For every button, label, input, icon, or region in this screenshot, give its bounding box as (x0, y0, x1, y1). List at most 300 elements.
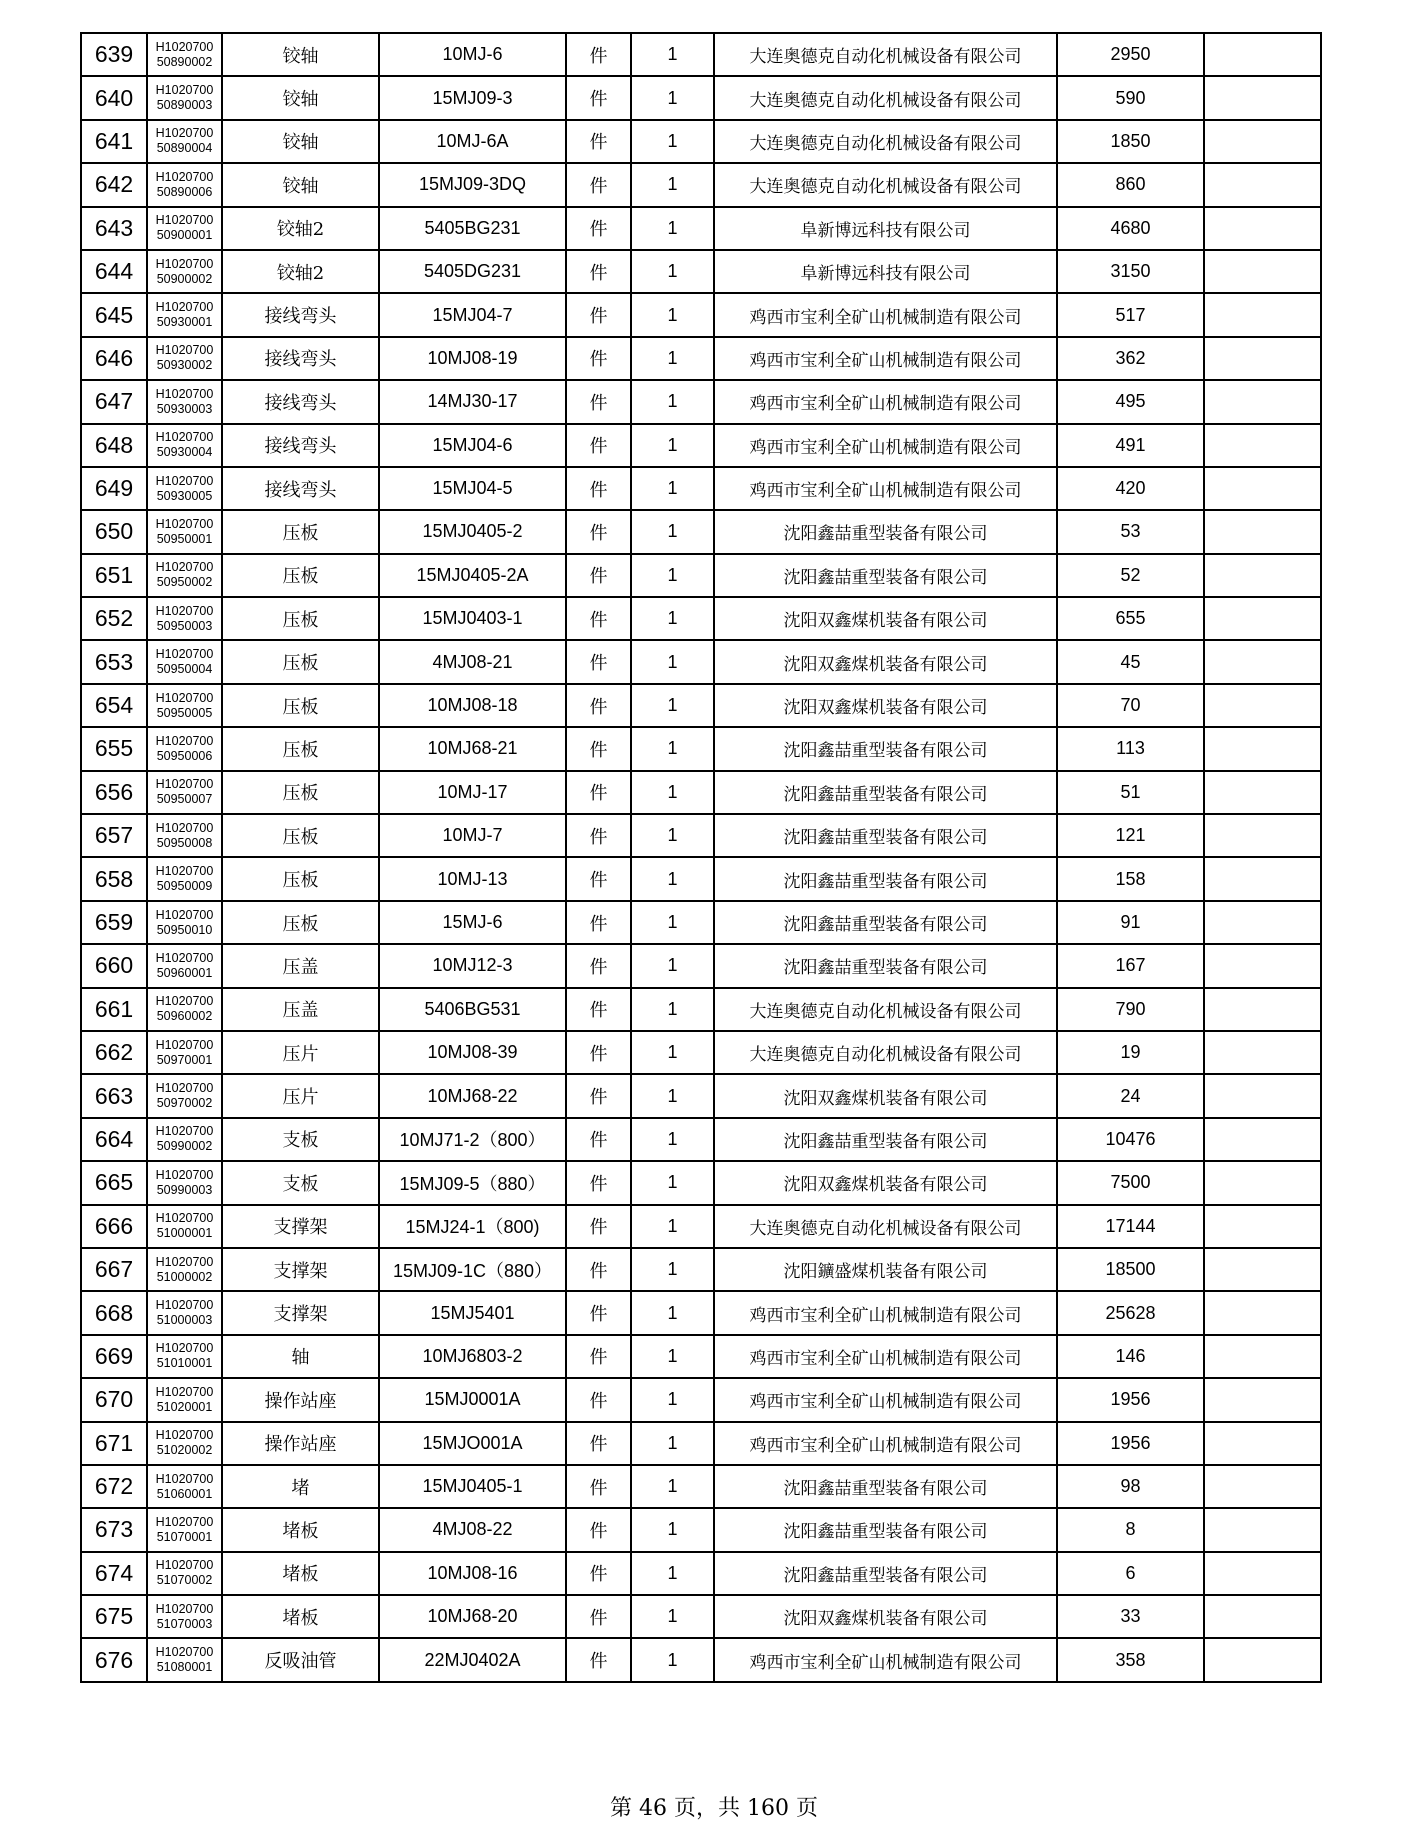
material-code-line-1: H1020700 (155, 1558, 214, 1573)
price-cell: 17144 (1057, 1205, 1204, 1248)
material-code-cell (147, 424, 222, 467)
model-number-cell: 10MJ68-21 (379, 727, 566, 770)
model-number-cell: 10MJ-6 (379, 33, 566, 76)
unit-cell: 件 (566, 684, 631, 727)
supplier-cell: 沈阳鑫喆重型装备有限公司 (714, 771, 1057, 814)
material-code-line-2: 51070003 (156, 1616, 213, 1631)
material-code-line-1: H1020700 (155, 1384, 214, 1399)
table-row (81, 510, 1321, 553)
row-number-cell: 675 (81, 1595, 147, 1638)
table-row (81, 857, 1321, 900)
material-code-cell (147, 1031, 222, 1074)
table-row (81, 467, 1321, 510)
material-code-cell (147, 988, 222, 1031)
price-cell: 91 (1057, 901, 1204, 944)
parts-price-table (80, 32, 1322, 1683)
material-code-line-1: H1020700 (155, 343, 214, 358)
quantity-cell: 1 (631, 640, 714, 683)
material-code-line-1: H1020700 (155, 1211, 214, 1226)
row-number-cell: 647 (81, 380, 147, 423)
unit-cell: 件 (566, 771, 631, 814)
material-code-line-1: H1020700 (155, 560, 214, 575)
supplier-cell: 沈阳鑫喆重型装备有限公司 (714, 727, 1057, 770)
material-code-line-1: H1020700 (155, 1124, 214, 1139)
price-cell: 51 (1057, 771, 1204, 814)
note-cell (1204, 510, 1321, 553)
model-number-cell: 15MJ04-6 (379, 424, 566, 467)
note-cell (1204, 207, 1321, 250)
part-name-cell: 压板 (222, 640, 379, 683)
price-cell: 10476 (1057, 1118, 1204, 1161)
unit-cell: 件 (566, 380, 631, 423)
row-number-cell: 674 (81, 1552, 147, 1595)
note-cell (1204, 857, 1321, 900)
table-row (81, 814, 1321, 857)
supplier-cell: 沈阳双鑫煤机装备有限公司 (714, 1595, 1057, 1638)
part-name-cell: 铰轴2 (222, 207, 379, 250)
table-row (81, 640, 1321, 683)
material-code-line-1: H1020700 (155, 1471, 214, 1486)
note-cell (1204, 424, 1321, 467)
row-number-cell: 655 (81, 727, 147, 770)
material-code-cell (147, 293, 222, 336)
price-cell: 362 (1057, 337, 1204, 380)
part-name-cell: 堵板 (222, 1508, 379, 1551)
row-number-cell: 656 (81, 771, 147, 814)
supplier-cell: 鸡西市宝利全矿山机械制造有限公司 (714, 1291, 1057, 1334)
model-number-cell: 15MJ0001A (379, 1378, 566, 1421)
part-name-cell: 压板 (222, 510, 379, 553)
part-name-cell: 操作站座 (222, 1378, 379, 1421)
supplier-cell: 阜新博远科技有限公司 (714, 207, 1057, 250)
material-code-cell (147, 163, 222, 206)
material-code-cell (147, 554, 222, 597)
price-cell: 158 (1057, 857, 1204, 900)
part-name-cell: 压片 (222, 1074, 379, 1117)
note-cell (1204, 293, 1321, 336)
note-cell (1204, 380, 1321, 423)
quantity-cell: 1 (631, 33, 714, 76)
material-code-line-2: 50950006 (156, 748, 213, 763)
part-name-cell: 接线弯头 (222, 424, 379, 467)
quantity-cell: 1 (631, 1638, 714, 1681)
price-cell: 45 (1057, 640, 1204, 683)
note-cell (1204, 597, 1321, 640)
part-name-cell: 铰轴 (222, 33, 379, 76)
price-cell: 1956 (1057, 1422, 1204, 1465)
table-row (81, 76, 1321, 119)
supplier-cell: 阜新博远科技有限公司 (714, 250, 1057, 293)
table-row (81, 33, 1321, 76)
unit-cell: 件 (566, 727, 631, 770)
unit-cell: 件 (566, 120, 631, 163)
row-number-cell: 667 (81, 1248, 147, 1291)
note-cell (1204, 1291, 1321, 1334)
note-cell (1204, 814, 1321, 857)
material-code-line-1: H1020700 (155, 690, 214, 705)
model-number-cell: 10MJ-13 (379, 857, 566, 900)
material-code-line-2: 51000002 (156, 1269, 213, 1284)
row-number-cell: 664 (81, 1118, 147, 1161)
model-number-cell: 5405DG231 (379, 250, 566, 293)
part-name-cell: 铰轴2 (222, 250, 379, 293)
supplier-cell: 沈阳鑫喆重型装备有限公司 (714, 510, 1057, 553)
quantity-cell: 1 (631, 293, 714, 336)
price-cell: 1956 (1057, 1378, 1204, 1421)
note-cell (1204, 1508, 1321, 1551)
quantity-cell: 1 (631, 814, 714, 857)
price-cell: 358 (1057, 1638, 1204, 1681)
note-cell (1204, 727, 1321, 770)
price-cell: 7500 (1057, 1161, 1204, 1204)
material-code-line-2: 51020002 (156, 1443, 213, 1458)
quantity-cell: 1 (631, 771, 714, 814)
model-number-cell: 15MJ04-7 (379, 293, 566, 336)
material-code-line-2: 50960002 (156, 1009, 213, 1024)
material-code-cell (147, 33, 222, 76)
supplier-cell: 大连奥德克自动化机械设备有限公司 (714, 120, 1057, 163)
supplier-cell: 鸡西市宝利全矿山机械制造有限公司 (714, 380, 1057, 423)
material-code-line-2: 50970001 (156, 1052, 213, 1067)
model-number-cell: 5405BG231 (379, 207, 566, 250)
material-code-line-2: 50890003 (156, 98, 213, 113)
supplier-cell: 鸡西市宝利全矿山机械制造有限公司 (714, 1335, 1057, 1378)
material-code-line-2: 50950004 (156, 662, 213, 677)
material-code-line-1: H1020700 (155, 430, 214, 445)
row-number-cell: 650 (81, 510, 147, 553)
model-number-cell: 5406BG531 (379, 988, 566, 1031)
supplier-cell: 鸡西市宝利全矿山机械制造有限公司 (714, 293, 1057, 336)
material-code-line-2: 50900002 (156, 271, 213, 286)
quantity-cell: 1 (631, 1378, 714, 1421)
row-number-cell: 659 (81, 901, 147, 944)
table-row (81, 1335, 1321, 1378)
material-code-line-1: H1020700 (155, 1298, 214, 1313)
material-code-cell (147, 1248, 222, 1291)
note-cell (1204, 1248, 1321, 1291)
part-name-cell: 铰轴 (222, 163, 379, 206)
note-cell (1204, 988, 1321, 1031)
material-code-cell (147, 1422, 222, 1465)
supplier-cell: 沈阳双鑫煤机装备有限公司 (714, 684, 1057, 727)
material-code-line-1: H1020700 (155, 473, 214, 488)
note-cell (1204, 1552, 1321, 1595)
material-code-line-1: H1020700 (155, 994, 214, 1009)
quantity-cell: 1 (631, 1465, 714, 1508)
material-code-line-1: H1020700 (155, 820, 214, 835)
material-code-line-1: H1020700 (155, 603, 214, 618)
unit-cell: 件 (566, 1552, 631, 1595)
quantity-cell: 1 (631, 76, 714, 119)
model-number-cell: 10MJ68-20 (379, 1595, 566, 1638)
unit-cell: 件 (566, 467, 631, 510)
table-row (81, 771, 1321, 814)
table-row (81, 901, 1321, 944)
note-cell (1204, 163, 1321, 206)
supplier-cell: 大连奥德克自动化机械设备有限公司 (714, 1205, 1057, 1248)
material-code-line-1: H1020700 (155, 1254, 214, 1269)
part-name-cell: 压板 (222, 814, 379, 857)
table-row (81, 380, 1321, 423)
price-cell: 655 (1057, 597, 1204, 640)
material-code-line-1: H1020700 (155, 1428, 214, 1443)
row-number-cell: 662 (81, 1031, 147, 1074)
quantity-cell: 1 (631, 1552, 714, 1595)
material-code-cell (147, 1074, 222, 1117)
material-code-line-1: H1020700 (155, 386, 214, 401)
price-cell: 18500 (1057, 1248, 1204, 1291)
supplier-cell: 鸡西市宝利全矿山机械制造有限公司 (714, 1422, 1057, 1465)
row-number-cell: 640 (81, 76, 147, 119)
quantity-cell: 1 (631, 1335, 714, 1378)
part-name-cell: 堵板 (222, 1552, 379, 1595)
material-code-cell (147, 1595, 222, 1638)
unit-cell: 件 (566, 1291, 631, 1334)
material-code-line-2: 50950007 (156, 792, 213, 807)
price-cell: 2950 (1057, 33, 1204, 76)
supplier-cell: 沈阳双鑫煤机装备有限公司 (714, 597, 1057, 640)
material-code-cell (147, 814, 222, 857)
price-cell: 860 (1057, 163, 1204, 206)
table-row (81, 1248, 1321, 1291)
part-name-cell: 接线弯头 (222, 293, 379, 336)
price-cell: 70 (1057, 684, 1204, 727)
row-number-cell: 671 (81, 1422, 147, 1465)
material-code-line-2: 50930005 (156, 488, 213, 503)
material-code-line-2: 50970002 (156, 1096, 213, 1111)
quantity-cell: 1 (631, 944, 714, 987)
table-row (81, 1422, 1321, 1465)
table-row (81, 120, 1321, 163)
table-row (81, 424, 1321, 467)
row-number-cell: 645 (81, 293, 147, 336)
material-code-line-2: 50930004 (156, 445, 213, 460)
row-number-cell: 649 (81, 467, 147, 510)
table-row (81, 1595, 1321, 1638)
unit-cell: 件 (566, 1335, 631, 1378)
note-cell (1204, 1031, 1321, 1074)
table-row (81, 727, 1321, 770)
supplier-cell: 鸡西市宝利全矿山机械制造有限公司 (714, 337, 1057, 380)
price-cell: 146 (1057, 1335, 1204, 1378)
supplier-cell: 鸡西市宝利全矿山机械制造有限公司 (714, 1638, 1057, 1681)
unit-cell: 件 (566, 1031, 631, 1074)
part-name-cell: 支板 (222, 1161, 379, 1204)
note-cell (1204, 120, 1321, 163)
material-code-line-2: 50950002 (156, 575, 213, 590)
row-number-cell: 676 (81, 1638, 147, 1681)
price-cell: 167 (1057, 944, 1204, 987)
row-number-cell: 668 (81, 1291, 147, 1334)
note-cell (1204, 250, 1321, 293)
supplier-cell: 沈阳双鑫煤机装备有限公司 (714, 1074, 1057, 1117)
quantity-cell: 1 (631, 207, 714, 250)
material-code-line-1: H1020700 (155, 1037, 214, 1052)
unit-cell: 件 (566, 1465, 631, 1508)
quantity-cell: 1 (631, 857, 714, 900)
material-code-line-2: 50950005 (156, 705, 213, 720)
unit-cell: 件 (566, 814, 631, 857)
unit-cell: 件 (566, 944, 631, 987)
quantity-cell: 1 (631, 424, 714, 467)
model-number-cell: 15MJ0403-1 (379, 597, 566, 640)
supplier-cell: 大连奥德克自动化机械设备有限公司 (714, 33, 1057, 76)
quantity-cell: 1 (631, 1422, 714, 1465)
supplier-cell: 沈阳双鑫煤机装备有限公司 (714, 640, 1057, 683)
table-row (81, 163, 1321, 206)
model-number-cell: 15MJ0405-2 (379, 510, 566, 553)
material-code-line-2: 50950001 (156, 531, 213, 546)
material-code-cell (147, 901, 222, 944)
quantity-cell: 1 (631, 597, 714, 640)
model-number-cell: 10MJ12-3 (379, 944, 566, 987)
price-cell: 420 (1057, 467, 1204, 510)
model-number-cell: 15MJ09-3 (379, 76, 566, 119)
quantity-cell: 1 (631, 1248, 714, 1291)
price-cell: 517 (1057, 293, 1204, 336)
row-number-cell: 642 (81, 163, 147, 206)
material-code-line-1: H1020700 (155, 733, 214, 748)
price-cell: 491 (1057, 424, 1204, 467)
material-code-line-2: 50930002 (156, 358, 213, 373)
material-code-line-2: 50990003 (156, 1182, 213, 1197)
quantity-cell: 1 (631, 1161, 714, 1204)
part-name-cell: 压片 (222, 1031, 379, 1074)
material-code-cell (147, 120, 222, 163)
material-code-line-1: H1020700 (155, 169, 214, 184)
table-row (81, 337, 1321, 380)
model-number-cell: 15MJ5401 (379, 1291, 566, 1334)
row-number-cell: 658 (81, 857, 147, 900)
table-row (81, 597, 1321, 640)
unit-cell: 件 (566, 33, 631, 76)
quantity-cell: 1 (631, 1205, 714, 1248)
part-name-cell: 压盖 (222, 944, 379, 987)
note-cell (1204, 684, 1321, 727)
material-code-line-1: H1020700 (155, 213, 214, 228)
material-code-cell (147, 1508, 222, 1551)
supplier-cell: 大连奥德克自动化机械设备有限公司 (714, 163, 1057, 206)
table-row (81, 1552, 1321, 1595)
part-name-cell: 堵板 (222, 1595, 379, 1638)
quantity-cell: 1 (631, 1508, 714, 1551)
unit-cell: 件 (566, 250, 631, 293)
material-code-line-1: H1020700 (155, 1601, 214, 1616)
supplier-cell: 鸡西市宝利全矿山机械制造有限公司 (714, 424, 1057, 467)
supplier-cell: 沈阳双鑫煤机装备有限公司 (714, 1161, 1057, 1204)
table-body (81, 33, 1321, 1682)
row-number-cell: 653 (81, 640, 147, 683)
model-number-cell: 10MJ6803-2 (379, 1335, 566, 1378)
quantity-cell: 1 (631, 727, 714, 770)
material-code-cell (147, 76, 222, 119)
material-code-line-1: H1020700 (155, 950, 214, 965)
material-code-cell (147, 1552, 222, 1595)
material-code-line-1: H1020700 (155, 647, 214, 662)
model-number-cell: 14MJ30-17 (379, 380, 566, 423)
table-row (81, 1074, 1321, 1117)
model-number-cell: 15MJ09-3DQ (379, 163, 566, 206)
price-cell: 52 (1057, 554, 1204, 597)
quantity-cell: 1 (631, 988, 714, 1031)
material-code-line-2: 50890004 (156, 141, 213, 156)
material-code-line-2: 50890006 (156, 184, 213, 199)
row-number-cell: 660 (81, 944, 147, 987)
material-code-line-1: H1020700 (155, 1167, 214, 1182)
price-cell: 495 (1057, 380, 1204, 423)
price-cell: 19 (1057, 1031, 1204, 1074)
part-name-cell: 压板 (222, 727, 379, 770)
material-code-cell (147, 771, 222, 814)
part-name-cell: 压板 (222, 597, 379, 640)
quantity-cell: 1 (631, 163, 714, 206)
part-name-cell: 铰轴 (222, 76, 379, 119)
table-row (81, 207, 1321, 250)
material-code-cell (147, 1118, 222, 1161)
part-name-cell: 反吸油管 (222, 1638, 379, 1681)
part-name-cell: 支撑架 (222, 1291, 379, 1334)
quantity-cell: 1 (631, 1074, 714, 1117)
row-number-cell: 663 (81, 1074, 147, 1117)
price-cell: 25628 (1057, 1291, 1204, 1334)
part-name-cell: 堵 (222, 1465, 379, 1508)
model-number-cell: 10MJ08-16 (379, 1552, 566, 1595)
material-code-line-2: 51000001 (156, 1226, 213, 1241)
table-row (81, 988, 1321, 1031)
note-cell (1204, 944, 1321, 987)
part-name-cell: 接线弯头 (222, 467, 379, 510)
material-code-line-2: 51070001 (156, 1529, 213, 1544)
material-code-cell (147, 207, 222, 250)
material-code-cell (147, 1205, 222, 1248)
row-number-cell: 652 (81, 597, 147, 640)
unit-cell: 件 (566, 1074, 631, 1117)
price-cell: 53 (1057, 510, 1204, 553)
unit-cell: 件 (566, 510, 631, 553)
part-name-cell: 操作站座 (222, 1422, 379, 1465)
supplier-cell: 沈阳鑫喆重型装备有限公司 (714, 1465, 1057, 1508)
row-number-cell: 651 (81, 554, 147, 597)
supplier-cell: 沈阳鑫喆重型装备有限公司 (714, 857, 1057, 900)
note-cell (1204, 467, 1321, 510)
quantity-cell: 1 (631, 1031, 714, 1074)
material-code-line-1: H1020700 (155, 864, 214, 879)
material-code-line-1: H1020700 (155, 516, 214, 531)
table-row (81, 1205, 1321, 1248)
unit-cell: 件 (566, 554, 631, 597)
part-name-cell: 轴 (222, 1335, 379, 1378)
model-number-cell: 10MJ08-18 (379, 684, 566, 727)
unit-cell: 件 (566, 424, 631, 467)
row-number-cell: 670 (81, 1378, 147, 1421)
part-name-cell: 压板 (222, 771, 379, 814)
unit-cell: 件 (566, 1595, 631, 1638)
quantity-cell: 1 (631, 120, 714, 163)
model-number-cell: 15MJO001A (379, 1422, 566, 1465)
supplier-cell: 大连奥德克自动化机械设备有限公司 (714, 1031, 1057, 1074)
material-code-line-1: H1020700 (155, 126, 214, 141)
table-row (81, 1465, 1321, 1508)
row-number-cell: 643 (81, 207, 147, 250)
material-code-cell (147, 1335, 222, 1378)
material-code-cell (147, 640, 222, 683)
model-number-cell: 15MJ04-5 (379, 467, 566, 510)
part-name-cell: 压板 (222, 901, 379, 944)
note-cell (1204, 1465, 1321, 1508)
unit-cell: 件 (566, 857, 631, 900)
material-code-cell (147, 510, 222, 553)
note-cell (1204, 901, 1321, 944)
